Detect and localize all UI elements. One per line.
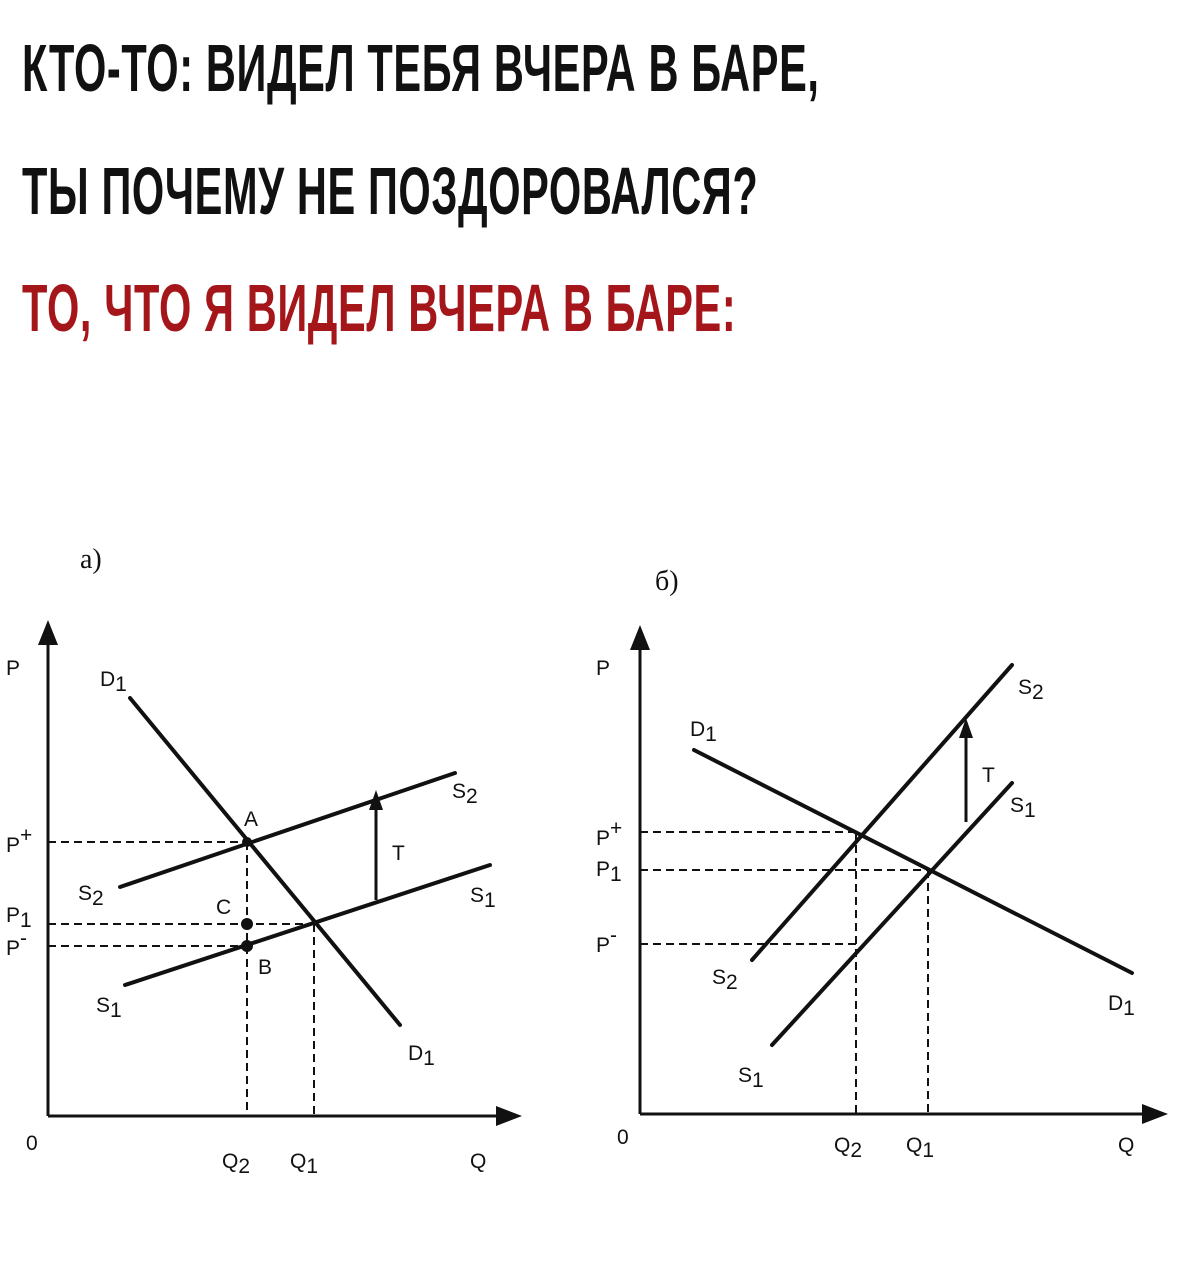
graph-b — [596, 566, 1168, 1162]
graph-b-tax-label: T — [982, 764, 995, 787]
graph-b-p-minus-label: P- — [596, 924, 618, 957]
graph-b-s1-top-label: S1 — [1010, 794, 1036, 822]
graph-a-point-a — [242, 837, 252, 847]
graph-b-panel-label: б) — [655, 566, 679, 597]
graph-a-d1-bottom-label: D1 — [408, 1042, 435, 1070]
graph-a-s2-left-label: S2 — [78, 882, 104, 910]
graph-b-origin-label: 0 — [617, 1126, 629, 1149]
graph-b-y-axis-label: P — [596, 657, 611, 680]
graph-a-y-axis-label: P — [6, 657, 21, 680]
graph-b-p1-label: P1 — [596, 858, 622, 886]
graph-a-point-b-label: B — [258, 956, 273, 979]
graph-b-y-arrow-icon — [630, 625, 650, 650]
graph-a-supply-s2 — [120, 773, 455, 887]
graph-a-tax-label: T — [392, 842, 405, 865]
caption-line-3: ТО, ЧТО Я ВИДЕЛ ВЧЕРА В БАРЕ: — [22, 271, 737, 346]
graph-b-x-axis-label: Q — [1118, 1134, 1135, 1157]
graph-b-supply-s2 — [752, 665, 1012, 960]
graph-a-q2-label: Q2 — [222, 1150, 251, 1178]
graph-b-x-arrow-icon — [1142, 1104, 1168, 1124]
graph-a-q1-label: Q1 — [290, 1150, 319, 1178]
graph-b-q2-label: Q2 — [834, 1134, 863, 1162]
graph-b-d1-top-label: D1 — [690, 718, 717, 746]
graph-a-origin-label: 0 — [26, 1132, 38, 1155]
graph-a-d1-top-label: D1 — [100, 668, 127, 696]
graph-b-supply-s1 — [772, 783, 1012, 1045]
graph-a-point-c-label: C — [216, 896, 232, 919]
graph-a-y-arrow-icon — [38, 620, 58, 645]
graph-b-d1-bottom-label: D1 — [1108, 992, 1135, 1020]
graph-a-p1-label: P1 — [6, 904, 32, 932]
graph-b-s1-bottom-label: S1 — [738, 1064, 764, 1092]
graph-b-s2-top-label: S2 — [1018, 676, 1044, 704]
graph-a-panel-label: а) — [80, 544, 102, 575]
graph-a-point-c — [241, 918, 253, 930]
caption-line-2: ТЫ ПОЧЕМУ НЕ ПОЗДОРОВАЛСЯ? — [22, 154, 759, 229]
graph-a-p-plus-label: P+ — [6, 824, 33, 857]
graph-a-p-minus-label: P- — [6, 927, 28, 960]
graph-a-s1-right-label: S1 — [470, 884, 496, 912]
graph-b-demand-d1 — [694, 750, 1132, 973]
graph-b-s2-bottom-label: S2 — [712, 966, 738, 994]
graph-b-q1-label: Q1 — [906, 1134, 935, 1162]
graph-a-s1-left-label: S1 — [96, 994, 122, 1022]
graph-a-point-b — [241, 940, 253, 952]
graph-a-s2-right-label: S2 — [452, 780, 478, 808]
graph-b-p-plus-label: P+ — [596, 817, 623, 850]
graph-a-x-axis-label: Q — [470, 1150, 487, 1173]
graph-a — [6, 544, 522, 1178]
graph-a-x-arrow-icon — [496, 1106, 522, 1126]
caption-line-1: КТО-ТО: ВИДЕЛ ТЕБЯ ВЧЕРА В БАРЕ, — [22, 31, 820, 106]
graph-a-point-a-label: A — [244, 808, 259, 831]
